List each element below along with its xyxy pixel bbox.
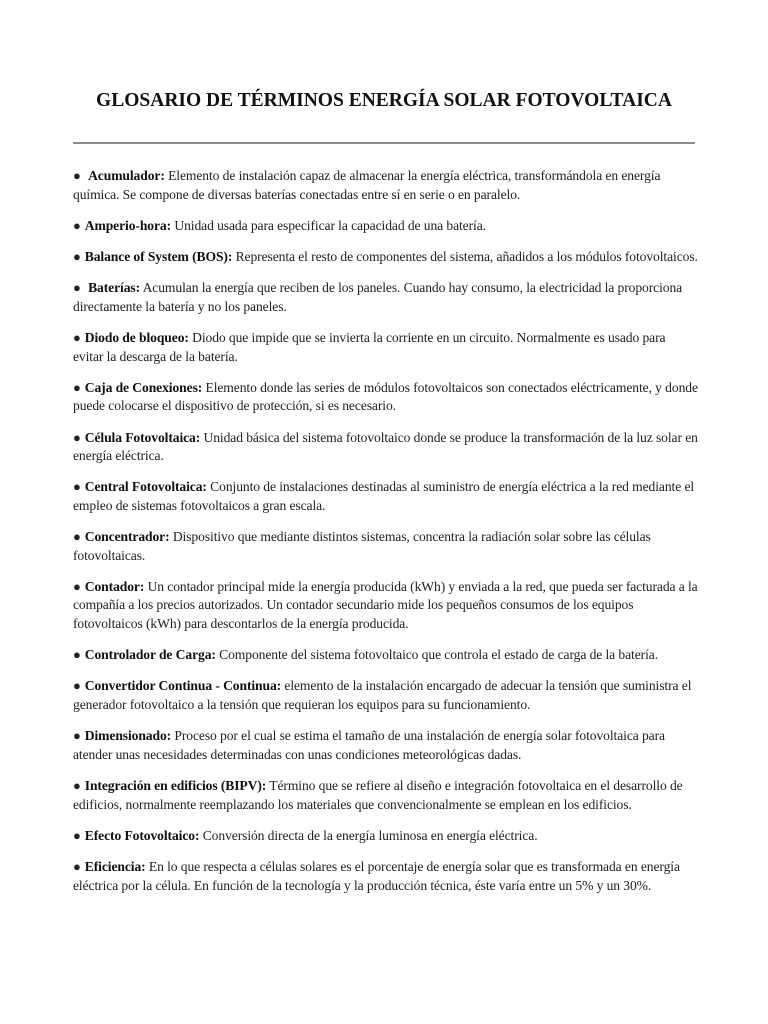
glossary-entry <box>73 167 698 204</box>
glossary-definition: Conjunto de instalaciones destinadas al suministro de energía eléctrica a la red mediante el empleo de sistemas fotovoltaicos a gran escala. <box>73 479 695 513</box>
glossary-list <box>73 167 698 908</box>
glossary-term: Célula Fotovoltaica: <box>84 429 201 445</box>
glossary-entry <box>73 478 698 515</box>
glossary-definition: Proceso por el cual se estima el tamaño de una instalación de energía solar fotovoltaica para atender unas necesidades determinadas con unas condiciones meteorológicas dadas. <box>73 728 665 762</box>
glossary-definition: Diodo que impide que se invierta la corriente en un circuito. Normalmente es usado para evitar la descarga de la batería. <box>73 329 666 364</box>
bullet-icon: ● <box>73 429 81 445</box>
document-title: GLOSARIO DE TÉRMINOS ENERGÍA SOLAR FOTOVOLTAICA <box>96 90 672 111</box>
bullet-icon: ● <box>73 827 81 843</box>
glossary-definition: Un contador principal mide la energía producida (kWh) y enviada a la red, que pueda ser facturada a la compañía a los precios autorizados. Un contador secundario mide los pequeños consumos de los equipos fotovoltaicos (kWh) para descontarlos de la energía producida. <box>73 578 698 632</box>
glossary-entry <box>73 329 698 366</box>
bullet-icon: ● <box>73 217 81 233</box>
glossary-definition: Acumulan la energía que reciben de los paneles. Cuando hay consumo, la electricidad la proporciona directamente la batería y no los paneles. <box>73 280 683 314</box>
glossary-term: Amperio-hora: <box>84 217 172 233</box>
glossary-entry <box>73 217 698 236</box>
glossary-entry <box>73 248 698 267</box>
glossary-entry <box>73 646 698 665</box>
bullet-icon: ● <box>73 678 81 694</box>
glossary-entry <box>73 777 698 814</box>
glossary-entry <box>73 858 698 895</box>
glossary-term: Controlador de Carga: <box>84 647 216 663</box>
glossary-definition: Representa el resto de componentes del sistema, añadidos a los módulos fotovoltaicos. <box>232 248 698 264</box>
glossary-definition: Elemento de instalación capaz de almacenar la energía eléctrica, transformándola en energía química. Se compone de diversas baterías conectadas entre sí en serie o en paralelo. <box>73 168 661 202</box>
glossary-entry <box>73 379 698 416</box>
glossary-term: Central Fotovoltaica: <box>84 479 207 495</box>
glossary-term: Acumulador: <box>88 168 165 183</box>
glossary-term: Balance of System (BOS): <box>84 248 233 264</box>
glossary-term: Dimensionado: <box>84 728 172 744</box>
glossary-entry <box>73 578 698 634</box>
glossary-definition: Dispositivo que mediante distintos sistemas, concentra la radiación solar sobre las células fotovoltaicas. <box>73 529 651 563</box>
bullet-icon: ● <box>73 777 81 793</box>
glossary-term: Caja de Conexiones: <box>84 379 203 395</box>
bullet-icon: ● <box>73 728 81 744</box>
glossary-term: Integración en edificios (BIPV): <box>84 777 267 793</box>
bullet-icon: ● <box>73 168 81 183</box>
glossary-definition: elemento de la instalación encargado de adecuar la tensión que suministra el generador fotovoltaico a la tensión que requieran los equipos para su funcionamiento. <box>73 678 692 712</box>
glossary-term: Efecto Fotovoltaico: <box>84 827 200 843</box>
glossary-entry <box>73 528 698 565</box>
bullet-icon: ● <box>73 329 81 345</box>
glossary-definition: Componente del sistema fotovoltaico que controla el estado de carga de la batería. <box>215 647 658 663</box>
bullet-icon: ● <box>73 529 81 545</box>
bullet-icon: ● <box>73 479 81 495</box>
glossary-term: Contador: <box>84 578 145 594</box>
bullet-icon: ● <box>73 858 81 874</box>
glossary-entry <box>73 727 698 764</box>
glossary-definition: Unidad usada para especificar la capacidad de una batería. <box>171 217 486 233</box>
glossary-term: Baterías: <box>88 280 141 296</box>
bullet-icon: ● <box>73 379 81 395</box>
glossary-term: Eficiencia: <box>84 858 146 874</box>
glossary-entry <box>73 677 698 714</box>
bullet-icon: ● <box>73 280 81 296</box>
glossary-definition: En lo que respecta a células solares es el porcentaje de energía solar que es transformada en energía eléctrica por la célula. En función de la tecnología y la producción técnica, éste varía entre un 5% y un 30%. <box>73 858 680 893</box>
glossary-definition: Elemento donde las series de módulos fotovoltaicos son conectados eléctricamente, y donde puede colocarse el dispositivo de protección, si es necesario. <box>73 379 698 414</box>
bullet-icon: ● <box>73 248 81 264</box>
glossary-definition: Unidad básica del sistema fotovoltaico donde se produce la transformación de la luz solar en energía eléctrica. <box>73 429 698 464</box>
bullet-icon: ● <box>73 578 81 594</box>
glossary-definition: Conversión directa de la energía luminosa en energía eléctrica. <box>199 827 538 843</box>
horizontal-rule <box>73 142 695 144</box>
glossary-entry <box>73 279 698 316</box>
glossary-term: Diodo de bloqueo: <box>84 329 189 345</box>
glossary-definition: Término que se refiere al diseño e integración fotovoltaica en el desarrollo de edificios, normalmente reemplazando los materiales que convencionalmente se emplean en los edificios. <box>73 777 683 812</box>
glossary-entry <box>73 429 698 466</box>
glossary-term: Concentrador: <box>84 529 170 545</box>
bullet-icon: ● <box>73 647 81 663</box>
glossary-term: Convertidor Continua - Continua: <box>84 678 282 694</box>
glossary-entry <box>73 827 698 846</box>
